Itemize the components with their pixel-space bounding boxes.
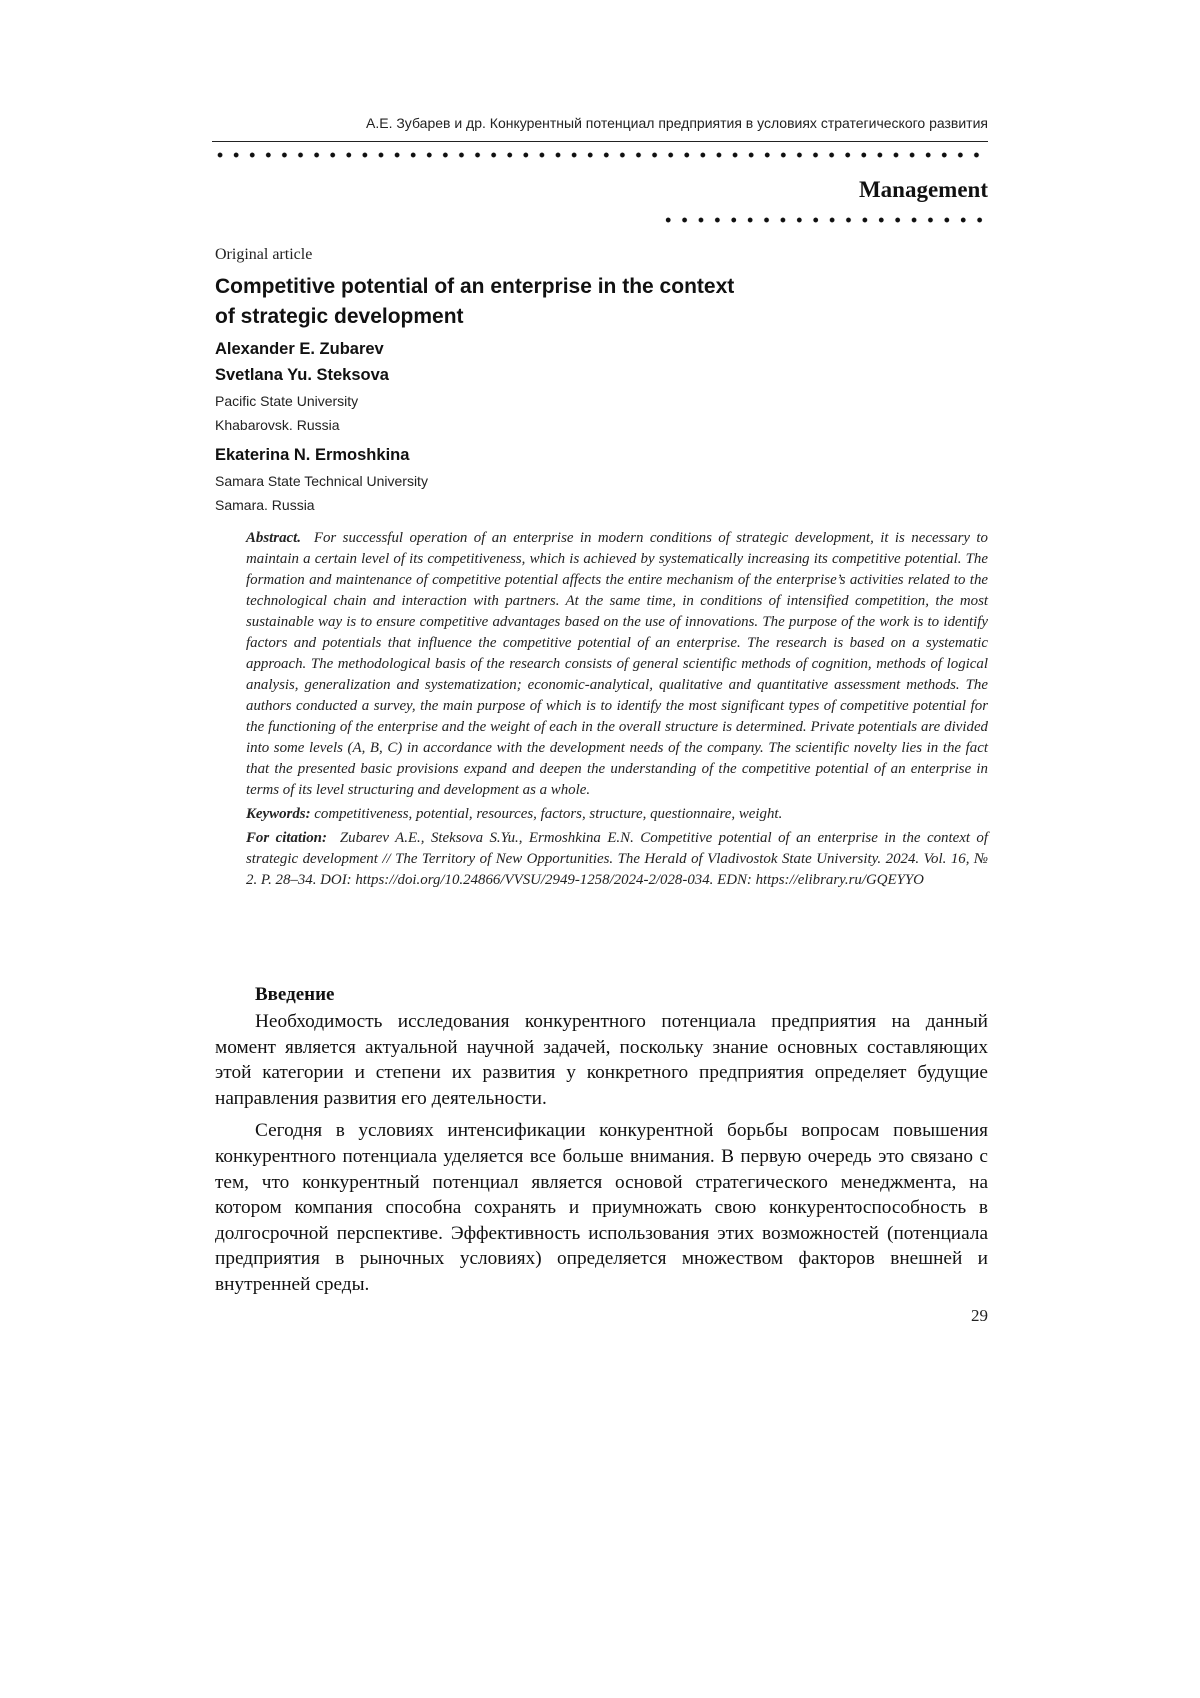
page-number: 29 <box>971 1306 988 1326</box>
citation-text: Zubarev A.E., Steksova S.Yu., Ermoshkina E.N. Competitive potential of an enterprise in the context of strategic development // The Territory of New Opportunities. The Herald of Vladivostok State University. 2024. Vol. 16, № 2. P. 28–34. DOI: https://doi.org/10.24866/VVSU/2949-1258/2024-2/028-034. EDN: https://elibrary.ru/GQEYYO <box>246 830 988 888</box>
body-paragraph: Необходимость исследования конкурентного потенциала предприятия на данный момент является актуальной научной задачей, поскольку знание основных составляющих этой категории и степени их развития у конкретного предприятия определяет будущие направления развития его деятельности. <box>215 1009 988 1111</box>
article-title-line-1: Competitive potential of an enterprise in the context <box>215 272 815 302</box>
introduction-body <box>215 1009 988 1305</box>
citation-paragraph: For citation: Zubarev A.E., Steksova S.Yu., Ermoshkina E.N. Competitive potential of an enterprise in the context of strategic development // The Territory of New Opportunities. The Herald of Vladivostok State University. 2024. Vol. 16, № 2. P. 28–34. DOI: https://doi.org/10.24866/VVSU/2949-1258/2024-2/028-034. EDN: https://elibrary.ru/GQEYYO <box>246 828 988 891</box>
journal-page <box>0 0 1200 1698</box>
article-title-line-2: of strategic development <box>215 302 815 332</box>
keywords-label: Keywords <box>246 806 306 822</box>
keywords-paragraph: Keywords: competitiveness, potential, resources, factors, structure, questionnaire, weight. <box>246 804 988 825</box>
abstract-text: For successful operation of an enterprise in modern conditions of strategic development, it is necessary to maintain a certain level of its competitiveness, which is achieved by systematically increasing its competitive potential. The formation and maintenance of competitive potential affects the entire mechanism of the enterprise’s activities related to the technological chain and interaction with partners. At the same time, in conditions of intensified competition, the most sustainable way is to ensure competitive advantages based on the use of innovations. The purpose of the work is to identify factors and potentials that influence the competitive potential of an enterprise. The research is based on a systematic approach. The methodological basis of the research consists of general scientific methods of cognition, methods of logical analysis, generalization and systematization; economic-analytical, qualitative and quantitative assessment methods. The authors conducted a survey, the main purpose of which is to identify the most significant types of competitive potential for the functioning of the enterprise and the weight of each in the overall structure is determined. Private potentials are divided into some levels (A, B, C) in accordance with the development needs of the company. The scientific novelty lies in the fact that the presented basic provisions expand and deepen the understanding of the competitive potential of an enterprise in terms of its level structuring and development as a whole. <box>246 530 988 798</box>
keywords-text: competitiveness, potential, resources, factors, structure, questionnaire, weight. <box>314 806 782 822</box>
introduction-heading: Введение <box>255 984 335 1006</box>
author-name: Ekaterina N. Ermoshkina <box>215 446 409 465</box>
header-rule <box>212 141 988 142</box>
dotted-divider-full <box>212 150 988 160</box>
article-type: Original article <box>215 246 312 264</box>
body-paragraph: Сегодня в условиях интенсификации конкурентной борьбы вопросам повышения конкурентного потенциала уделяется все больше внимания. В первую очередь это связано с тем, что конкурентный потенциал является основой стратегического менеджмента, на котором компания способна сохранять и приумножать свою конкурентоспособность в долгосрочной перспективе. Эффективность использования этих возможностей (потенциала предприятия в рыночных условиях) определяется множеством факторов внешней и внутренней среды. <box>215 1118 988 1297</box>
abstract-label: Abstract. <box>246 530 301 546</box>
section-label: Management <box>859 177 988 203</box>
author-name: Svetlana Yu. Steksova <box>215 366 389 385</box>
abstract-paragraph <box>246 528 988 801</box>
abstract-block <box>246 528 988 891</box>
author-affiliation: Samara State Technical University <box>215 473 428 489</box>
author-name: Alexander E. Zubarev <box>215 340 384 359</box>
author-affiliation: Pacific State University <box>215 393 358 409</box>
author-location: Samara. Russia <box>215 497 315 513</box>
citation-label: For citation <box>246 830 322 846</box>
dotted-divider-short <box>660 215 988 225</box>
author-location: Khabarovsk. Russia <box>215 417 340 433</box>
running-header: А.Е. Зубарев и др. Конкурентный потенциал предприятия в условиях стратегического развития <box>212 115 988 131</box>
article-title <box>215 272 815 332</box>
